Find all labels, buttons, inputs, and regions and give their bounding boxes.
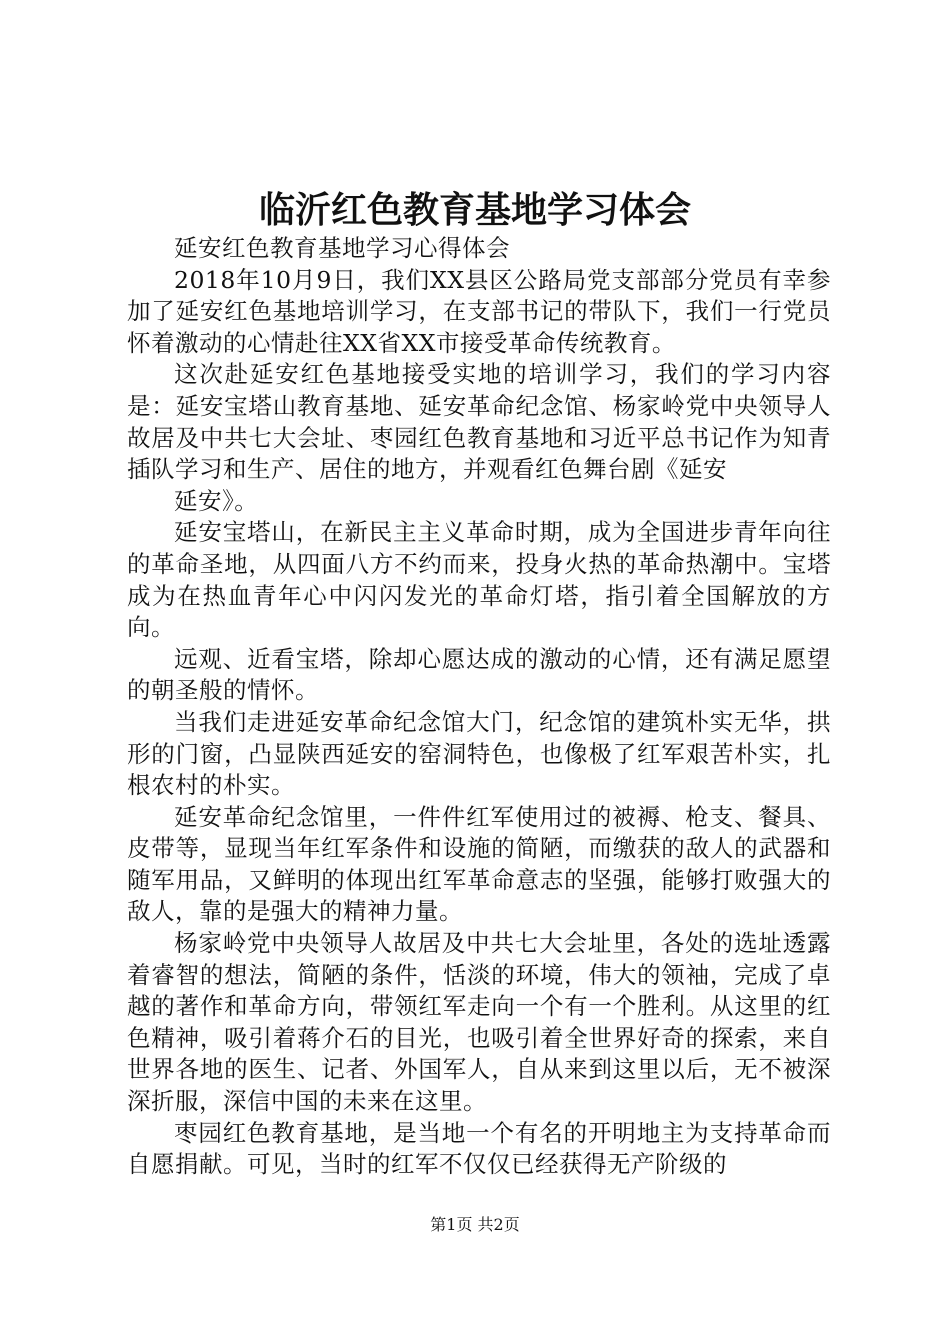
paragraph: 枣园红色教育基地，是当地一个有名的开明地主为支持革命而自愿捐献。可见，当时的红军不仅仅已经获得无产阶级的	[127, 1118, 831, 1179]
document-title: 临沂红色教育基地学习体会	[258, 189, 691, 231]
document-subtitle: 延安红色教育基地学习心得体会	[174, 234, 510, 262]
paragraph: 延安宝塔山，在新民主主义革命时期，成为全国进步青年向往的革命圣地，从四面八方不约而来，投身火热的革命热潮中。宝塔成为在热血青年心中闪闪发光的革命灯塔，指引着全国解放的方向。	[127, 518, 831, 642]
paragraph: 杨家岭党中央领导人故居及中共七大会址里，各处的选址透露着睿智的想法，简陋的条件，恬淡的环境，伟大的领袖，完成了卓越的著作和革命方向，带领红军走向一个有一个胜利。从这里的红色精神，吸引着蒋介石的目光，也吸引着全世界好奇的探索，来自世界各地的医生、记者、外国军人，自从来到这里以后，无不被深深折服，深信中国的未来在这里。	[127, 929, 831, 1116]
paragraph: 延安》。	[174, 486, 259, 515]
page-footer: 第1页 共2页	[430, 1215, 520, 1234]
paragraph: 这次赴延安红色基地接受实地的培训学习，我们的学习内容是：延安宝塔山教育基地、延安革命纪念馆、杨家岭党中央领导人故居及中共七大会址、枣园红色教育基地和习近平总书记作为知青插队学习和生产、居住的地方，并观看红色舞台剧《延安	[127, 360, 831, 484]
paragraph: 远观、近看宝塔，除却心愿达成的激动的心情，还有满足愿望的朝圣般的情怀。	[127, 644, 831, 705]
paragraph: 当我们走进延安革命纪念馆大门，纪念馆的建筑朴实无华，拱形的门窗，凸显陕西延安的窑洞特色，也像极了红军艰苦朴实，扎根农村的朴实。	[127, 707, 831, 800]
paragraph: 2018年10月9日，我们XX县区公路局党支部部分党员有幸参加了延安红色基地培训学习，在支部书记的带队下，我们一行党员怀着激动的心情赴往XX省XX市接受革命传统教育。	[127, 265, 831, 357]
document-body	[127, 233, 831, 1181]
paragraph: 延安革命纪念馆里，一件件红军使用过的被褥、枪支、餐具、皮带等，显现当年红军条件和设施的简陋，而缴获的敌人的武器和随军用品，又鲜明的体现出红军革命意志的坚强，能够打败强大的敌人，靠的是强大的精神力量。	[127, 802, 831, 926]
